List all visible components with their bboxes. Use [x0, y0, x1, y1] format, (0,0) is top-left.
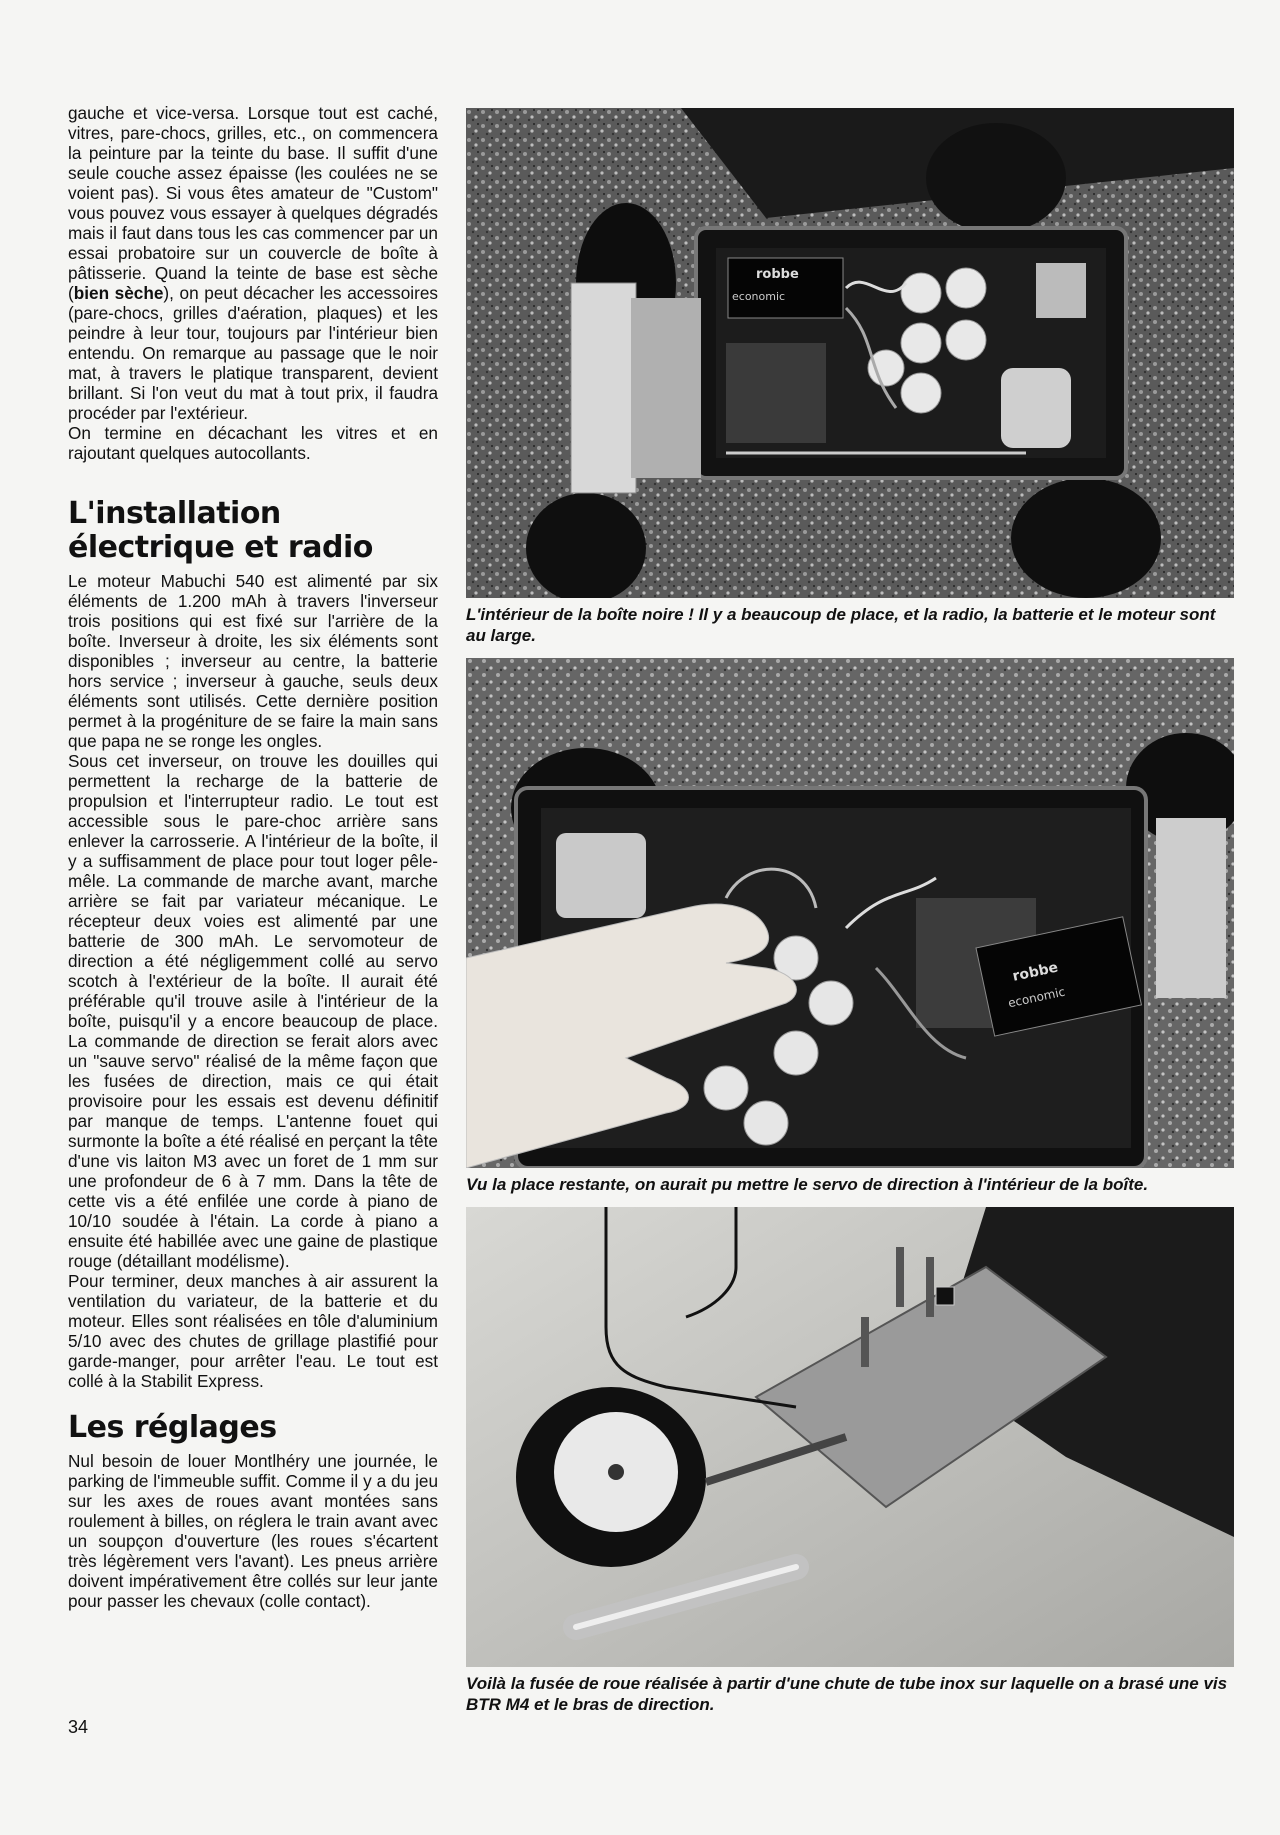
- photo-3-illustration: [466, 1207, 1234, 1667]
- section2-paragraph-1: Nul besoin de louer Montlhéry une journée, le parking de l'immeuble suffit. Comme il y a du jeu sur les axes de roues avant montées sans roulement à billes, on réglera le train avant avec un soupçon d'ouverture (les roues s'écartent très légèrement vers l'avant). Les pneus arrière doivent impérativement être collés sur leur jante pour passer les chevaux (colle contact).: [68, 1451, 438, 1611]
- photo-1-illustration: [466, 108, 1234, 598]
- section-heading-settings: Les réglages: [68, 1410, 277, 1445]
- page-number: 34: [68, 1717, 89, 1737]
- section1-paragraph-3: Pour terminer, deux manches à air assurent la ventilation du variateur, de la batterie et du moteur. Elles sont réalisées en tôle d'aluminium 5/10 avec des chutes de grillage plastifié pour garde-manger, pour arrêter l'eau. Le tout est collé à la Stabilit Express.: [68, 1271, 438, 1391]
- photo-box-interior: [466, 108, 1234, 598]
- emphasis-text: bien sèche: [73, 283, 164, 303]
- photo-hand-in-box: [466, 658, 1234, 1168]
- intro-paragraph-2: On termine en décachant les vitres et en rajoutant quelques autocollants.: [68, 423, 438, 463]
- section1-paragraph-2: Sous cet inverseur, on trouve les douilles qui permettent la recharge de la batterie de propulsion et l'interrupteur radio. Le tout est accessible sous le pare-choc arrière sans enlever la carrosserie. A l'intérieur de la boîte, il y a suffisamment de place pour tout loger pêle-mêle. La commande de marche avant, marche arrière se fait par variateur mécanique. Le récepteur deux voies est alimenté par une batterie de 300 mAh. Le servomoteur de direction a été négligemment collé au servo scotch à l'extérieur de la boîte. Il aurait été préférable qu'il trouve asile à l'intérieur de la boîte, puisqu'il y a encore beaucoup de place. La commande de direction se ferait alors avec un "sauve servo" réalisé de la même façon que les fusées de direction, mais ce qui était provisoire pour les essais est devenu définitif par manque de temps. L'antenne fouet qui surmonte la boîte a été réalisé en perçant la tête d'une vis laiton M3 avec un foret de 1 mm sur une profondeur de 6 à 7 mm. Dans la tête de cette vis a été enfilée une corde à piano de 10/10 soudée à l'étain. La corde à piano a ensuite été habillée avec une gaine de plastique rouge (détaillant modélisme).: [68, 751, 438, 1271]
- intro-paragraph: gauche et vice-versa. Lorsque tout est caché, vitres, pare-chocs, grilles, etc., on commencera la peinture par la teinte du base. Il suffit d'une seule couche assez épaisse (les coulées ne se voient pas). Si vous êtes amateur de "Custom" vous pouvez vous essayer à quelques dégradés mais il faut dans tous les cas commencer par un essai probatoire sur un couvercle de boîte à pâtisserie. Quand la teinte de base est sèche (bien sèche), on peut décacher les accessoires (pare-chocs, grilles d'aération, plaques) et les peindre à leur tour, toujours par l'intérieur bien entendu. On remarque au passage que le noir mat, à travers le platique transparent, devient brillant. Si l'on veut du mat à tout prix, il faudra procéder par l'extérieur.: [68, 103, 438, 423]
- photo-2-illustration: [466, 658, 1234, 1168]
- photo-3-caption: Voilà la fusée de roue réalisée à partir d'une chute de tube inox sur laquelle on a brasé une vis BTR M4 et le bras de direction.: [466, 1674, 1228, 1714]
- photo-2-caption: Vu la place restante, on aurait pu mettre le servo de direction à l'intérieur de la boîte.: [466, 1175, 1149, 1194]
- photo-steering-knuckle: [466, 1207, 1234, 1667]
- left-text-column: [68, 103, 438, 1611]
- section-heading-electrical: L'installation électrique et radio: [68, 496, 373, 565]
- receiver-brand-label-2: robbe: [1011, 959, 1060, 985]
- section1-paragraph-1: Le moteur Mabuchi 540 est alimenté par six éléments de 1.200 mAh à travers l'inverseur trois positions qui est fixé sur l'arrière de la boîte. Inverseur à droite, les six éléments sont disponibles ; inverseur au centre, la batterie hors service ; inverseur à gauche, seuls deux éléments sont utilisés. Cette dernière position permet à la progéniture de se faire la main sans que papa ne se ronge les ongles.: [68, 571, 438, 751]
- receiver-model-label-2: economic: [1006, 984, 1067, 1011]
- receiver-model-label: economic: [732, 290, 786, 303]
- photo-1-caption: L'intérieur de la boîte noire ! Il y a beaucoup de place, et la radio, la batterie et le moteur sont au large.: [466, 605, 1216, 645]
- right-photo-column: [466, 108, 1234, 1727]
- receiver-brand-label: robbe: [756, 267, 799, 282]
